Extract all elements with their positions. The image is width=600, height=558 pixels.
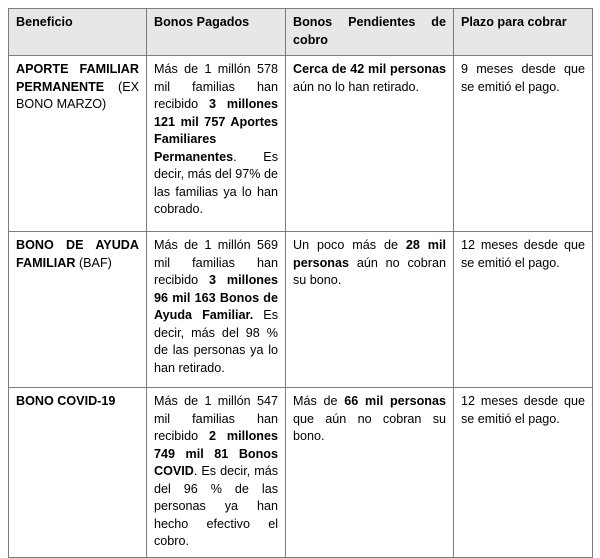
cell-beneficio-baf: BONO DE AYUDA FAMILIAR (BAF) — [9, 232, 147, 388]
header-row — [9, 9, 593, 56]
cell-pendientes-baf: Un poco más de 28 mil personas aún no cobran su bono. — [286, 232, 454, 388]
cell-pendientes-covid: Más de 66 mil personas que aún no cobran su bono. — [286, 388, 454, 558]
cell-beneficio-covid: BONO COVID-19 — [9, 388, 147, 558]
header-beneficio: Beneficio — [9, 9, 147, 56]
table-row-aporte-familiar — [9, 56, 593, 232]
cell-pendientes-aporte: Cerca de 42 mil personas aún no lo han retirado. — [286, 56, 454, 232]
benefits-table — [8, 8, 593, 558]
cell-beneficio-aporte: APORTE FAMILIAR PERMANENTE (EX BONO MARZO) — [9, 56, 147, 232]
cell-pagados-aporte: Más de 1 millón 578 mil familias han recibido 3 millones 121 mil 757 Aportes Familiares Permanentes. Es decir, más del 97% de las familias ya lo han cobrado. — [147, 56, 286, 232]
cell-plazo-baf: 12 meses desde que se emitió el pago. — [454, 232, 593, 388]
cell-pagados-baf: Más de 1 millón 569 mil familias han recibido 3 millones 96 mil 163 Bonos de Ayuda Familiar. Es decir, más del 98 % de las personas ya lo han retirado. — [147, 232, 286, 388]
header-plazo-cobrar: Plazo para cobrar — [454, 9, 593, 56]
cell-plazo-aporte: 9 meses desde que se emitió el pago. — [454, 56, 593, 232]
cell-plazo-covid: 12 meses desde que se emitió el pago. — [454, 388, 593, 558]
cell-pagados-covid: Más de 1 millón 547 mil familias han recibido 2 millones 749 mil 81 Bonos COVID. Es decir, más del 96 % de las personas ya han hecho efectivo el cobro. — [147, 388, 286, 558]
header-bonos-pagados: Bonos Pagados — [147, 9, 286, 56]
table-row-bono-covid19 — [9, 388, 593, 558]
header-bonos-pendientes: Bonos Pendientes de cobro — [286, 9, 454, 56]
table-row-bono-ayuda-familiar — [9, 232, 593, 388]
